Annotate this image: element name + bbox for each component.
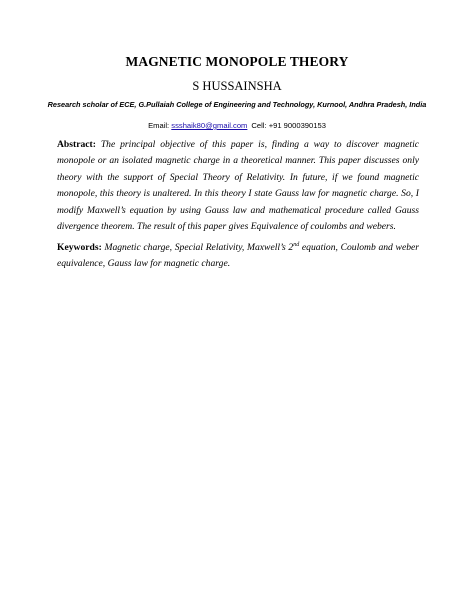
email-label: Email: xyxy=(148,121,170,130)
keywords-text xyxy=(57,242,419,269)
keywords-text-before: Magnetic charge, Special Relativity, Maxwell’s 2 xyxy=(104,242,294,253)
keywords-label: Keywords: xyxy=(57,242,102,253)
abstract-paragraph xyxy=(57,137,419,235)
author-name: S HUSSAINSHA xyxy=(192,79,282,93)
keywords-paragraph xyxy=(57,240,419,273)
abstract-label: Abstract: xyxy=(57,139,96,150)
email-link[interactable]: ssshaik80@gmail.com xyxy=(171,121,248,130)
author-affiliation: Research scholar of ECE, G.Pullaiah College of Engineering and Technology, Kurnool, Andhra Pradesh, India xyxy=(47,100,427,109)
phone-number: Cell: +91 9000390153 xyxy=(251,121,326,130)
paper-title: MAGNETIC MONOPOLE THEORY xyxy=(125,54,349,69)
keywords-text-after: equation, Coulomb and weber equivalence, Gauss law for magnetic charge. xyxy=(57,242,419,270)
keywords-superscript: nd xyxy=(293,241,300,248)
contact-line xyxy=(0,121,474,130)
abstract-text: The principal objective of this paper is, finding a way to discover magnetic monopole or an isolated magnetic charge in a theoretical manner. This paper discusses only theory with the support of Special Theory of Relativity. In future, if we found magnetic monopole, this theory is unaltered. In this theory I state Gauss law for magnetic charge. So, I modify Maxwell’s equation by using Gauss law and mathematical procedure called Gauss divergence theorem. The result of this paper gives Equivalence of coulombs and webers. xyxy=(57,139,419,233)
